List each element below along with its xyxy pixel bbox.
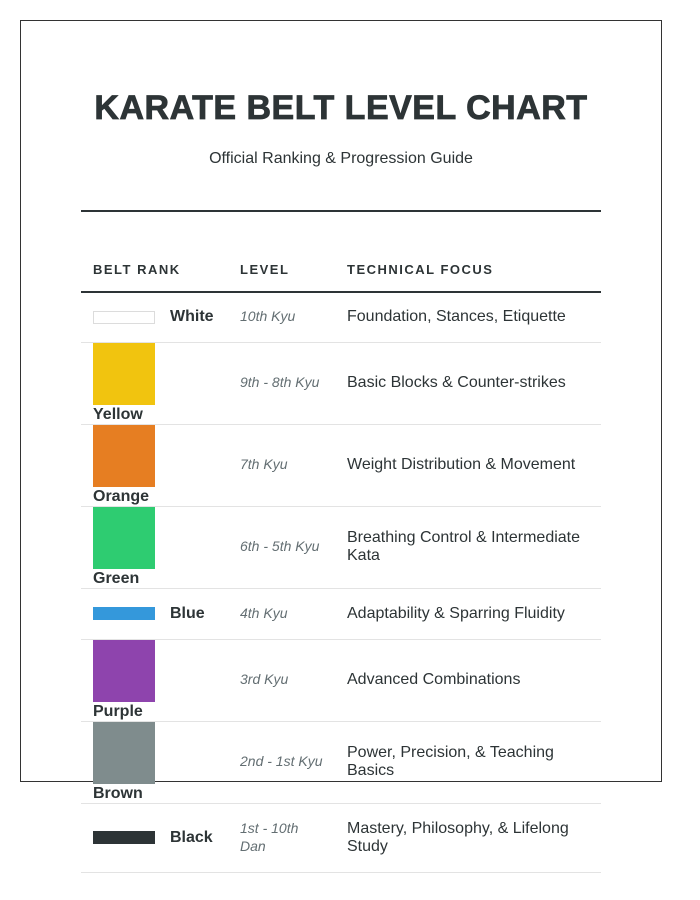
focus-cell	[335, 342, 601, 424]
belt-name: Blue	[170, 604, 205, 622]
column-header-belt-rank: BELT RANK	[81, 262, 228, 292]
focus-cell	[335, 292, 601, 342]
focus-cell	[335, 588, 601, 639]
belt-rank-cell	[81, 721, 228, 803]
belt-rank	[93, 343, 216, 424]
belt-level: 3rd Kyu	[240, 671, 289, 687]
belt-rank	[93, 605, 216, 623]
table-row-orange	[81, 424, 601, 506]
belt-rank	[93, 308, 216, 326]
technical-focus: Advanced Combinations	[347, 671, 521, 688]
focus-cell	[335, 639, 601, 721]
belt-level: 2nd - 1st Kyu	[240, 753, 323, 769]
belt-level: 4th Kyu	[240, 604, 288, 621]
level-cell	[228, 342, 335, 424]
table-row-yellow	[81, 342, 601, 424]
belt-color-swatch	[93, 343, 155, 405]
technical-focus: Weight Distribution & Movement	[347, 456, 576, 473]
level-cell	[228, 803, 335, 872]
focus-cell	[335, 721, 601, 803]
technical-focus: Adaptability & Sparring Fluidity	[347, 604, 565, 622]
belt-name: Purple	[93, 702, 143, 720]
table-row-purple	[81, 639, 601, 721]
table-body	[81, 292, 601, 872]
belt-rank-cell	[81, 506, 228, 588]
belt-color-swatch	[93, 507, 155, 569]
belt-level: 7th Kyu	[240, 456, 288, 472]
technical-focus: Mastery, Philosophy, & Lifelong Study	[347, 819, 569, 855]
belt-color-swatch	[93, 425, 155, 487]
focus-cell	[335, 506, 601, 588]
belt-rank	[93, 722, 216, 803]
page-subtitle: Official Ranking & Progression Guide	[209, 150, 473, 167]
chart-header	[81, 20, 601, 169]
belt-rank-cell	[81, 639, 228, 721]
belt-color-swatch	[93, 607, 155, 620]
table-row-blue	[81, 588, 601, 639]
technical-focus: Basic Blocks & Counter-strikes	[347, 374, 566, 391]
belt-name: Yellow	[93, 405, 143, 423]
page-title: KARATE BELT LEVEL CHART	[94, 89, 588, 127]
table-row-black	[81, 803, 601, 872]
column-header-level: LEVEL	[228, 262, 335, 292]
belt-color-swatch	[93, 722, 155, 784]
belt-name: White	[170, 308, 214, 326]
belt-chart-document	[81, 20, 601, 873]
table-row-brown	[81, 721, 601, 803]
table-header-row	[81, 262, 601, 292]
belt-level: 9th - 8th Kyu	[240, 374, 320, 390]
belt-name: Black	[170, 828, 213, 846]
header-divider	[81, 210, 601, 212]
technical-focus: Breathing Control & Intermediate Kata	[347, 529, 581, 564]
focus-cell	[335, 803, 601, 872]
column-header-technical-focus: TECHNICAL FOCUS	[335, 262, 601, 292]
level-cell	[228, 588, 335, 639]
belt-color-swatch	[93, 831, 155, 844]
belt-rank	[93, 507, 216, 588]
belt-rank-cell	[81, 292, 228, 342]
technical-focus: Foundation, Stances, Etiquette	[347, 308, 566, 326]
belt-rank	[93, 425, 216, 506]
belt-rank	[93, 640, 216, 721]
level-cell	[228, 424, 335, 506]
level-cell	[228, 639, 335, 721]
belt-rank-cell	[81, 424, 228, 506]
level-cell	[228, 292, 335, 342]
belt-rank-cell	[81, 803, 228, 872]
technical-focus: Power, Precision, & Teaching Basics	[347, 744, 554, 779]
table-row-white	[81, 292, 601, 342]
belt-level: 10th Kyu	[240, 308, 296, 325]
belt-rank-cell	[81, 588, 228, 639]
belt-name: Orange	[93, 487, 150, 505]
level-cell	[228, 506, 335, 588]
belt-name: Green	[93, 569, 140, 587]
belt-level: 1st - 10th Dan	[240, 819, 299, 854]
belt-name: Brown	[93, 784, 143, 802]
table-row-green	[81, 506, 601, 588]
belt-color-swatch	[93, 640, 155, 702]
belt-level: 6th - 5th Kyu	[240, 538, 320, 554]
focus-cell	[335, 424, 601, 506]
belt-color-swatch	[93, 311, 155, 324]
level-cell	[228, 721, 335, 803]
belt-table	[81, 262, 601, 873]
belt-rank-cell	[81, 342, 228, 424]
belt-rank	[93, 829, 216, 847]
